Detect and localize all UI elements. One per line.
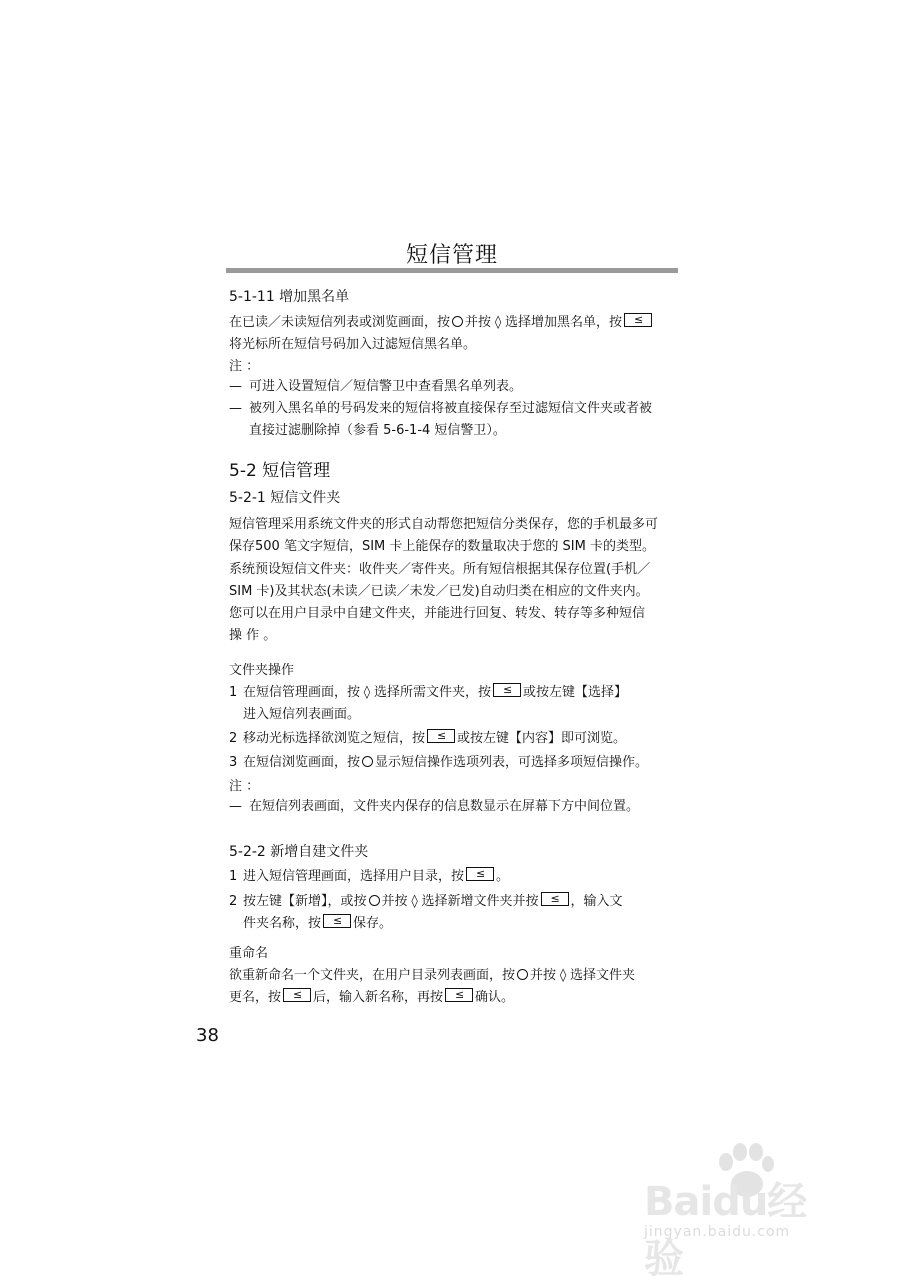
soft-key-icon (445, 988, 473, 1002)
soft-key-icon (466, 867, 494, 881)
dash-icon: — (229, 799, 242, 814)
step-item: 3 在短信浏览画面，按 显示短信操作选项列表，可选择多项短信操作。 (229, 755, 649, 770)
page-title: 短信管理 (405, 243, 498, 268)
soft-key-icon (624, 313, 652, 327)
paragraph-folders: 短信管理采用系统文件夹的形式自动帮您把短信分类保存，您的手机最多可 保存500 笔文字短信，SIM 卡上能保存的数量取决于您的 SIM 卡的类型。 (229, 517, 659, 554)
paragraph-rename: 欲重新命名一个文件夹，在用户目录列表画面，按 并按 ◊ 选择文件夹 更名，按≤ 后，输入新名称，再按≤ 确认。 (229, 965, 679, 1009)
step-item: 2 移动光标选择欲浏览之短信，按≤ 或按左键【内容】即可浏览。 (229, 728, 679, 750)
title-rule (226, 268, 678, 273)
soft-key-icon (323, 914, 351, 928)
watermark-url: jingyan.baidu.com (644, 1224, 791, 1240)
step-item: 2 按左键【新增】，或按 并按 ◊ 选择新增文件夹并按≤ ，输入文 件夹名称，按≤ 保存。 (229, 891, 679, 935)
note-item: — 被列入黑名单的号码发来的短信将被直接保存至过滤短信文件夹或者被 直接过滤删除掉（参看 5-6-1-4 短信警卫）。 (229, 398, 679, 442)
watermark (644, 1140, 844, 1282)
ok-key-icon (517, 969, 528, 980)
paragraph-blacklist: 在已读／未读短信列表或浏览画面，按 并按 ◊ 选择增加黑名单，按≤ 将光标所在短信号码加入过滤短信黑名单。 (229, 312, 679, 356)
soft-key-icon (493, 683, 521, 697)
subheading-rename: 重命名 (229, 946, 269, 961)
section-heading-5-2-1: 5-2-1 短信文件夹 (229, 490, 341, 506)
nav-key-icon: ◊ (559, 968, 567, 983)
ok-key-icon (452, 316, 463, 327)
note-item: — 在短信列表画面，文件夹内保存的信息数显示在屏幕下方中间位置。 (229, 796, 679, 818)
note-label: 注 ： (229, 359, 260, 374)
dash-icon: — (229, 379, 242, 394)
nav-key-icon: ◊ (494, 315, 502, 330)
step-item: 1 进入短信管理画面，选择用户目录，按≤ 。 (229, 866, 679, 888)
paragraph-system-folders: 系统预设短信文件夹：收件夹／寄件夹。所有短信根据其保存位置(手机／ SIM 卡)及其状态(未读／已读／未发／已发)自动归类在相应的文件夹内。 您可以在用户目录中自建文件夹，并能进行回复、转发、转存等多种短信 操 作 。 (229, 562, 651, 643)
note-item: — 可进入设置短信／短信警卫中查看黑名单列表。 (229, 376, 679, 398)
note-label: 注 ： (229, 779, 260, 794)
ok-key-icon (369, 895, 380, 906)
section-heading-5-2-2: 5-2-2 新增自建文件夹 (229, 844, 369, 860)
subheading-folder-ops: 文件夹操作 (229, 663, 295, 678)
soft-key-icon (283, 988, 311, 1002)
dash-icon: — (229, 401, 242, 416)
step-item: 1 在短信管理画面，按 ◊ 选择所需文件夹，按≤ 或按左键【选择】 进入短信列表画面。 (229, 682, 679, 726)
soft-key-icon (541, 892, 569, 906)
page-number: 38 (196, 1025, 219, 1046)
section-heading-5-1-11: 5-1-11 增加黑名单 (229, 289, 350, 305)
nav-key-icon: ◊ (411, 894, 418, 909)
nav-key-icon: ◊ (363, 685, 371, 700)
soft-key-icon (427, 729, 455, 743)
ok-key-icon (362, 756, 373, 767)
watermark-brand: Baidu经验 (644, 1179, 807, 1282)
section-heading-5-2: 5-2 短信管理 (229, 461, 331, 481)
